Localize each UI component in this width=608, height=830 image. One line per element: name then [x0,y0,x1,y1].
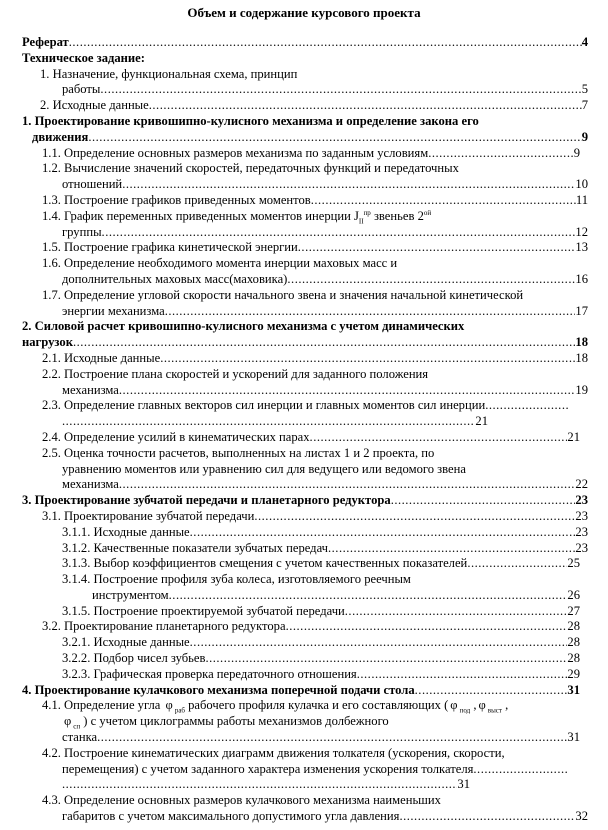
toc-entry-text [42,209,431,225]
toc-entry-text: 2.2. Построение плана скоростей и ускорений для заданного положения [42,366,429,381]
toc-entry-text: 1.6. Определение необходимого момента инерции маховых масс и [42,256,398,271]
toc-entry[interactable] [0,177,608,193]
superscript: пр [363,208,371,217]
dot-leader [100,82,581,98]
text-part: , [501,698,509,713]
toc-entry[interactable] [0,114,608,130]
dot-leader [149,98,582,114]
page-number: 25 [567,556,580,571]
toc-entry[interactable] [0,319,608,335]
toc-entry[interactable] [0,256,608,272]
toc-entry-text: перемещения) с учетом заданного характера изменения ускорения толкателя [62,761,474,776]
dot-leader [190,525,576,541]
toc-entry[interactable] [0,651,608,667]
toc-entry[interactable] [0,146,608,162]
toc-entry[interactable] [0,446,608,462]
dot-leader [73,335,575,351]
toc-entry[interactable] [0,493,608,509]
page-number: 21 [475,414,488,429]
toc-entry[interactable] [0,414,608,430]
page-number: 28 [567,619,580,634]
toc-entry-text: станка [62,730,98,745]
toc-entry[interactable] [0,272,608,288]
dot-leader [205,651,567,667]
dot-leader [122,177,575,193]
page-number: 29 [567,666,580,681]
dot-leader [169,588,568,604]
page-number: 31 [567,730,580,745]
page-number: 5 [581,82,588,97]
page-number: 23 [575,508,588,523]
page-number: 27 [567,603,580,618]
toc-entry-text: движения [32,129,89,144]
toc-entry[interactable] [0,161,608,177]
toc-entry-text: 3.1.5. Построение проектируемой зубчатой передачи [62,603,345,618]
toc-entry[interactable] [0,541,608,557]
toc-entry[interactable] [0,509,608,525]
toc-entry-text: 3.2.1. Исходные данные [62,635,190,650]
dot-leader [88,130,581,146]
toc-entry[interactable] [0,288,608,304]
page-number: 7 [581,98,588,113]
page-number: 21 [567,429,580,444]
page-number: 19 [575,382,588,397]
toc-entry[interactable] [0,588,608,604]
text-part: 4.1. Определение угла [42,698,164,713]
toc-entry[interactable] [0,619,608,635]
page-title: Объем и содержание курсового проекта [187,5,421,20]
toc-entry[interactable] [0,82,608,98]
table-of-contents [0,35,608,825]
toc-entry-text: 1.7. Определение угловой скорости начального звена и значения начальной кинетической [42,287,524,302]
toc-entry-text: уравнению моментов или уравнению сил для ведущего или ведомого звена [62,461,466,476]
subscript: II [358,217,364,226]
toc-entry[interactable] [0,698,608,714]
page-number: 9 [573,145,580,160]
page-number: 26 [567,587,580,602]
toc-entry-text: работы [62,82,101,97]
toc-entry-text: 4.3. Определение основных размеров кулачкового механизма наименьших [42,793,441,808]
dot-leader [119,477,576,493]
page-number: 9 [581,129,588,144]
dot-leader [311,193,576,209]
page-number: 31 [567,682,580,697]
toc-entry-text: 3.1.4. Построение профиля зуба колеса, изготовляемого реечным [62,572,411,587]
dot-leader [165,304,576,320]
toc-entry[interactable] [0,130,608,146]
page-number: 4 [581,35,588,49]
dot-leader [399,809,575,825]
toc-entry-text: Техническое задание: [22,50,145,65]
page-number: 18 [575,335,588,350]
page-number: 18 [575,350,588,365]
page-number: 16 [575,271,588,286]
toc-entry[interactable] [0,556,608,572]
toc-entry-text: 3.1. Проектирование зубчатой передачи [42,508,255,523]
toc-entry[interactable] [0,809,608,825]
toc-entry-text: 3. Проектирование зубчатой передачи и планетарного редуктора [22,493,391,508]
toc-entry-text: 1. Проектирование кривошипно-кулисного механизма и определение закона его [22,113,479,128]
dot-leader [485,398,568,414]
page-number: 23 [575,493,588,508]
toc-entry[interactable] [0,572,608,588]
toc-entry-text: отношений [62,177,123,192]
toc-entry-text: 3.1.3. Выбор коэффициентов смещения с учетом качественных показателей [62,556,468,571]
toc-entry[interactable] [0,304,608,320]
page-number: 23 [575,540,588,555]
toc-entry-text: 1.2. Вычисление значений скоростей, передаточных функций и передаточных [42,161,459,176]
dot-leader [415,683,568,699]
text-part: 1.4. График переменных приведенных моментов инерции J [42,208,359,223]
subscript: сп [73,722,81,731]
dot-leader [473,762,568,778]
toc-entry-text: инструментом [92,587,169,602]
text-part: , [470,698,477,713]
page-number: 32 [575,809,588,824]
toc-entry[interactable] [0,525,608,541]
page-number: 23 [575,524,588,539]
toc-entry-text: 1.1. Определение основных размеров механизма по заданным условиям [42,145,429,160]
toc-entry[interactable] [0,67,608,83]
page-number: 12 [575,224,588,239]
toc-entry[interactable] [0,793,608,809]
toc-entry[interactable] [0,98,608,114]
toc-entry[interactable] [0,240,608,256]
page-number: 28 [567,651,580,666]
toc-entry[interactable] [0,604,608,620]
toc-entry[interactable] [0,383,608,399]
page-number: 11 [575,192,588,207]
toc-entry-text: дополнительных маховых масс(маховика) [62,271,288,286]
dot-leader [287,272,575,288]
page-number: 10 [575,177,588,192]
toc-entry-text: механизма [62,477,119,492]
toc-entry[interactable] [0,209,608,225]
dot-leader [254,509,575,525]
toc-entry-text: 2.5. Оценка точности расчетов, выполненных на листах 1 и 2 проекта, по [42,445,435,460]
toc-entry[interactable] [0,367,608,383]
toc-entry[interactable] [0,335,608,351]
page-number: 17 [575,303,588,318]
dot-leader [119,383,576,399]
dot-leader [467,556,567,572]
subscript: под [459,706,471,715]
toc-entry[interactable] [0,51,608,67]
dot-leader [428,146,574,162]
text-part: звеньев 2 [370,208,424,223]
toc-entry-text: 2.4. Определение усилий в кинематических парах [42,429,310,444]
toc-entry-text [62,714,389,730]
dot-leader [190,635,568,651]
toc-entry-text: 3.1.1. Исходные данные [62,524,190,539]
toc-entry-text: нагрузок [22,335,73,350]
dot-leader [310,430,568,446]
phi-symbol: φ [450,698,458,713]
toc-entry-text: 2.1. Исходные данные [42,350,161,365]
dot-leader [328,541,575,557]
toc-entry-text: 3.2.2. Подбор чисел зубьев [62,651,206,666]
toc-entry-text: 1.3. Построение графиков приведенных моментов [42,192,311,207]
dot-leader [298,240,576,256]
toc-entry-text: 1.5. Построение графика кинетической энергии [42,240,298,255]
toc-entry-text: 2. Исходные данные [40,98,149,113]
toc-entry[interactable] [0,398,608,414]
dot-leader [97,730,567,746]
toc-entry[interactable] [0,746,608,762]
toc-entry[interactable] [0,635,608,651]
dot-leader [160,351,575,367]
toc-entry[interactable] [0,777,608,793]
toc-entry[interactable] [0,762,608,778]
toc-entry[interactable] [0,683,608,699]
toc-entry-text: 1. Назначение, функциональная схема, принцип [40,66,298,81]
page-number: 13 [575,240,588,255]
toc-entry-text: габаритов с учетом максимального допустимого угла давления [62,809,400,824]
phi-symbol: φ [478,698,486,713]
toc-entry-text [42,698,508,714]
toc-entry-text: Реферат [22,35,69,49]
dot-leader [357,667,568,683]
dot-leader [62,777,457,793]
text-part: рабочего профиля кулачка и его составляющих ( [184,698,449,713]
page-number: 31 [457,777,470,792]
page-number: 22 [575,477,588,492]
phi-symbol: φ [165,698,173,713]
toc-entry-text: механизма [62,382,119,397]
toc-entry[interactable] [0,225,608,241]
superscript: ой [423,208,432,217]
toc-entry-text: 2.3. Определение главных векторов сил инерции и главных моментов сил инерции [42,398,486,413]
phi-symbol: φ [64,714,72,729]
toc-entry[interactable] [0,667,608,683]
toc-entry-text: 2. Силовой расчет кривошипно-кулисного механизма с учетом динамических [22,319,465,334]
toc-entry-text: энергии механизма [62,303,165,318]
toc-entry-text: группы [62,224,102,239]
toc-entry-text: 3.1.2. Качественные показатели зубчатых передач [62,540,328,555]
toc-entry[interactable] [0,730,608,746]
dot-leader [391,493,576,509]
page-number: 28 [567,635,580,650]
toc-entry[interactable] [0,714,608,730]
dot-leader [286,619,568,635]
toc-entry-text: 4.2. Построение кинематических диаграмм движения толкателя (ускорения, скорости, [42,745,505,760]
dot-leader [102,225,576,241]
dot-leader [62,414,475,430]
subscript: выст [487,706,502,715]
toc-entry[interactable] [0,351,608,367]
toc-entry[interactable] [0,477,608,493]
toc-entry-text: 3.2. Проектирование планетарного редуктора [42,619,286,634]
toc-entry[interactable] [0,462,608,478]
dot-leader [69,35,582,51]
toc-entry[interactable] [0,430,608,446]
toc-entry[interactable] [0,193,608,209]
toc-entry[interactable] [0,35,608,51]
toc-entry-text: 4. Проектирование кулачкового механизма поперечной подачи стола [22,682,415,697]
toc-entry-text: 3.2.3. Графическая проверка передаточного отношения [62,666,357,681]
dot-leader [345,604,568,620]
text-part: ) с учетом циклограммы работы механизмов долбежного [80,714,389,729]
subscript: раб [174,706,185,715]
